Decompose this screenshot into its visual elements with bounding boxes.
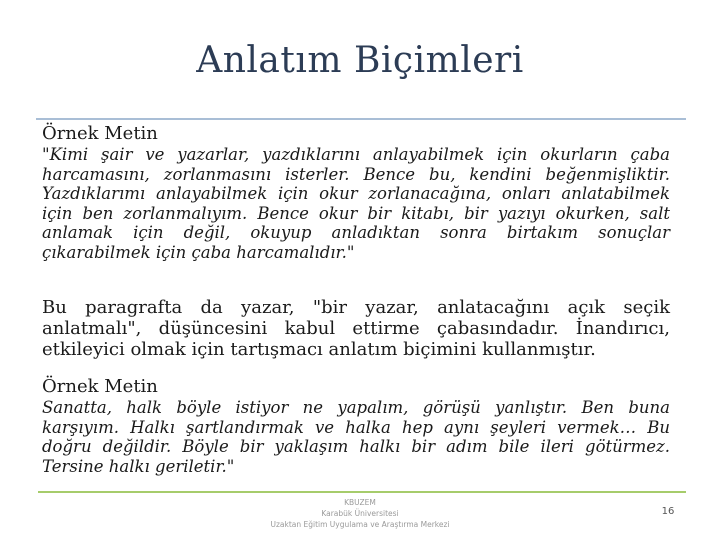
example-heading-1: Örnek Metin: [42, 123, 158, 144]
analysis-text: Bu paragrafta da yazar, "bir yazar, anlatacağını açık seçik anlatmalı", düşüncesini kabul ettirme çabasındadır. İnandırıcı, etkileyici olmak için tartışmacı anlatım biçimini kullanmıştır.: [42, 297, 670, 360]
analysis-paragraph: [42, 297, 670, 360]
footer-divider: [38, 491, 686, 493]
footer-line-3: Uzaktan Eğitim Uygulama ve Araştırma Merkezi: [270, 520, 450, 529]
example-heading-2: Örnek Metin: [42, 376, 158, 397]
footer-line-1: KBUZEM: [344, 498, 376, 507]
example-block-1: [42, 123, 670, 262]
example-block-2: [42, 376, 670, 476]
page-number: 16: [661, 506, 675, 517]
footer-line-2: Karabük Üniversitesi: [321, 509, 399, 518]
slide-title: Anlatım Biçimleri: [196, 40, 524, 81]
footer: [0, 497, 720, 530]
example-text-1: "Kimi şair ve yazarlar, yazdıklarını anlayabilmek için okurların çaba harcamasını, zorlanmasını isterler. Bence bu, kendini beğenmişliktir. Yazdıklarımı anlayabilmek için okur zorlanacağına, onları anlatabilmek için ben zorlanmalıyım. Bence okur bir kitabı, bir yazıyı okurken, salt anlamak için değil, okuyup anladıktan sonra birtakım sonuçlar çıkarabilmek için çaba harcamalıdır.": [42, 145, 670, 262]
title-divider: [36, 118, 686, 120]
example-text-2: Sanatta, halk böyle istiyor ne yapalım, görüşü yanlıştır. Ben buna karşıyım. Halkı şartlandırmak ve halka hep aynı şeyleri vermek… Bu doğru değildir. Böyle bir yaklaşım halkı bir adım bile ileri götürmez. Tersine halkı geriletir.": [42, 398, 670, 476]
